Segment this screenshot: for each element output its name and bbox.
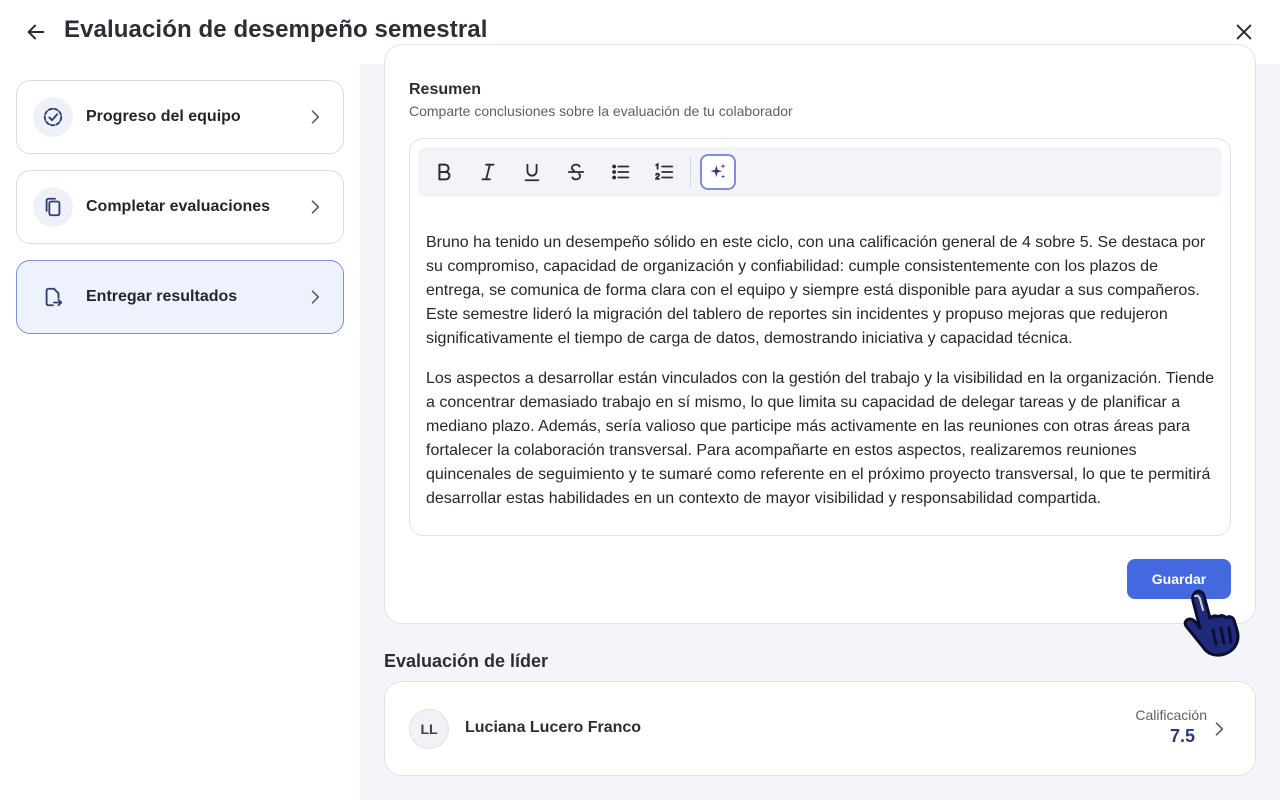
ai-assist-button[interactable] xyxy=(700,154,736,190)
underline-icon xyxy=(521,161,543,183)
bold-button[interactable] xyxy=(426,154,462,190)
strikethrough-button[interactable] xyxy=(558,154,594,190)
leader-evaluation-card[interactable] xyxy=(384,681,1256,776)
step-team-progress[interactable] xyxy=(16,80,344,154)
step-deliver-results[interactable] xyxy=(16,260,344,334)
editor-toolbar xyxy=(418,147,1222,197)
step-complete-evaluations[interactable] xyxy=(16,170,344,244)
back-button[interactable] xyxy=(22,18,50,46)
step-label: Progreso del equipo xyxy=(86,108,241,125)
summary-paragraph: Bruno ha tenido un desempeño sólido en este ciclo, con una calificación general de 4 sobre 5. Se destaca por su compromiso, capacidad de organización y confiabilidad: cumple consistentemente con los plazos de entrega, se comunica de forma clara con el equipo y siempre está disponible para ayudar a sus compañeros. Este semestre lideró la migración del tablero de reportes sin incidentes y propuso mejoras que redujeron significativamente el tiempo de carga de datos, demostrando iniciativa y capacidad técnica. xyxy=(426,234,1206,347)
steps-sidebar xyxy=(0,64,360,800)
page-title: Evaluación de desempeño semestral xyxy=(64,16,488,43)
score-label: Calificación xyxy=(1135,707,1207,723)
chevron-right-icon xyxy=(305,197,325,217)
score-value: 7.5 xyxy=(1169,726,1195,746)
strikethrough-icon xyxy=(565,161,587,183)
numbered-list-button[interactable] xyxy=(646,154,682,190)
underline-button[interactable] xyxy=(514,154,550,190)
ai-sparkle-icon xyxy=(708,162,728,182)
leader-name: Luciana Lucero Franco xyxy=(465,719,642,736)
rich-text-editor[interactable] xyxy=(409,138,1231,536)
step-icon-wrap xyxy=(33,187,73,227)
leader-section-title: Evaluación de líder xyxy=(384,651,549,671)
main-content xyxy=(360,64,1280,800)
bold-icon xyxy=(433,161,455,183)
summary-paragraph: Los aspectos a desarrollar están vinculados con la gestión del trabajo y la visibilidad en la organización. Tiende a concentrar demasiado trabajo en sí mismo, lo que limita su capacidad de delegar tareas y de planificar a mediano plazo. Además, sería valioso que participe más activamente en las reuniones con otras áreas para fortalecer la colaboración transversal. Para acompañarte en estos aspectos, realizaremos reuniones quincenales de seguimiento y te sumaré como referente en el próximo proyecto transversal, lo que te permitirá desarrollar estas habilidades en un contexto de mayor visibilidad y responsabilidad compartida. xyxy=(426,370,1215,507)
bullet-list-button[interactable] xyxy=(603,154,639,190)
close-button[interactable] xyxy=(1230,18,1258,46)
chevron-right-icon xyxy=(305,287,325,307)
step-icon-wrap xyxy=(33,97,73,137)
save-button[interactable]: Guardar xyxy=(1127,559,1231,599)
editor-content[interactable] xyxy=(426,231,1216,527)
bullet-list-icon xyxy=(610,161,632,183)
summary-title: Resumen xyxy=(409,81,482,98)
step-label: Entregar resultados xyxy=(86,288,238,305)
arrow-left-icon xyxy=(25,21,47,43)
chevron-right-icon xyxy=(305,107,325,127)
numbered-list-icon xyxy=(653,161,675,183)
document-send-icon xyxy=(42,286,64,308)
step-icon-wrap xyxy=(33,277,73,317)
circle-check-icon xyxy=(42,106,64,128)
toolbar-divider xyxy=(690,157,691,187)
italic-icon xyxy=(477,161,499,183)
copy-documents-icon xyxy=(42,196,64,218)
summary-card xyxy=(384,44,1256,624)
close-icon xyxy=(1233,21,1255,43)
summary-subtitle: Comparte conclusiones sobre la evaluación de tu colaborador xyxy=(409,103,793,119)
italic-button[interactable] xyxy=(470,154,506,190)
avatar: LL xyxy=(409,709,449,749)
chevron-right-icon xyxy=(1209,719,1229,739)
step-label: Completar evaluaciones xyxy=(86,198,271,215)
